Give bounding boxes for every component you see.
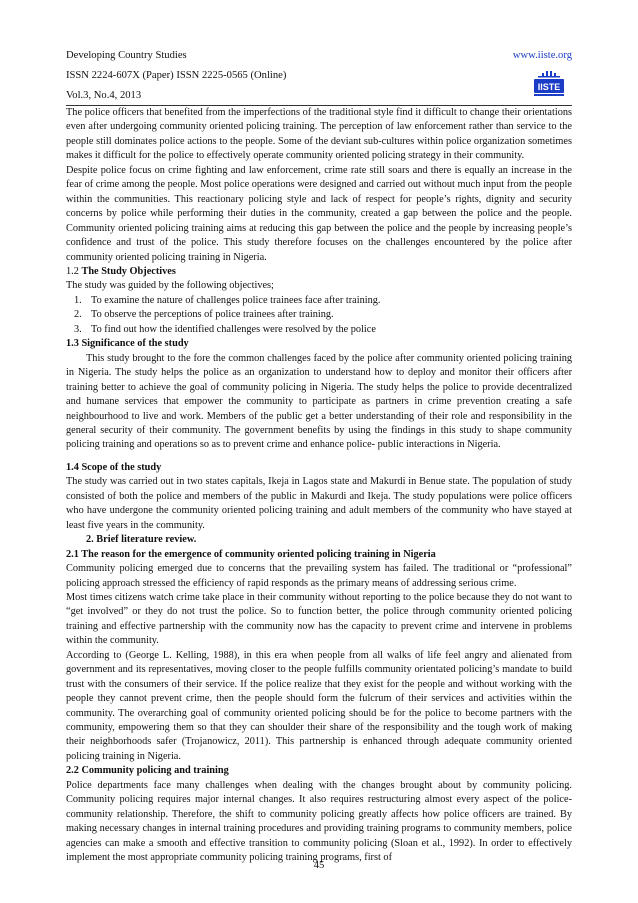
list-text: To examine the nature of challenges police trainees face after training.: [91, 294, 381, 306]
section-number: 1.2: [66, 265, 82, 277]
paragraph: Despite police focus on crime fighting and law enforcement, crime rate still soars and there is equally an increase in the fear of crime among the people. Most police operations were designed and carried out without much input from the people within the communities. This reactionary policing style and lack of respect for people’s rights, dignity and security concerns by police while performing their duties in the community, created a gap between the police and the people. Community oriented policing training aims at reducing this gap between the police and the people by increasing people’s confidence and trust of the police. This study therefore focuses on the challenges encountered by the police after community oriented policing training in Nigeria.: [66, 164, 572, 263]
section-heading: 2. Brief literature review.: [86, 534, 197, 546]
article-body: [66, 106, 572, 866]
section-heading: 2.2 Community policing and training: [66, 765, 229, 777]
section-title: The Study Objectives: [81, 265, 176, 277]
paragraph: Most times citizens watch crime take place in their community without reporting to the police because they do not want to “get involved” or they do not trust the police. So to function better, the police through community oriented policing training and effective partnership with the community now has the capacity to prevent crime and intervene in problems within the community.: [66, 591, 572, 647]
paragraph: The study was carried out in two states capitals, Ikeja in Lagos state and Makurdi in Benue state. The population of study consisted of both the police and members of the public in Makurdi and Ikeja. The study populations were police officers who have undergone the community oriented policing training and adult members of the community who have stayed at least five years in the community.: [66, 476, 572, 531]
spacer: [66, 453, 572, 461]
paragraph: Police departments face many challenges when dealing with the changes brought about by community policing. Community policing requires major internal changes. It also requires restructuring almost every aspect of the police-community relationship. Therefore, the shift to community policing greatly affects how police officers are trained. By making necessary changes in internal training procedures and providing training programs to community members, police agencies can make a smooth and effective transition to community policing (Sloan et al., 1992). In order to effectively implement the most appropriate community policing training programs, first of: [66, 779, 572, 864]
objectives-list: [66, 294, 572, 337]
logo-text: IISTE: [537, 82, 561, 92]
paragraph: The study was guided by the following objectives;: [66, 280, 274, 292]
issn-text: ISSN 2224-607X (Paper) ISSN 2225-0565 (Online): [66, 70, 287, 81]
journal-name: Developing Country Studies: [66, 50, 187, 61]
section-heading: 2.1 The reason for the emergence of community oriented policing training in Nigeria: [66, 548, 436, 560]
paragraph: Community policing emerged due to concerns that the prevailing system has failed. The traditional or “professional” policing approach stressed the efficiency of rapid responds as the primary means of addressing serious crime.: [66, 563, 572, 589]
page-number: 45: [313, 860, 325, 871]
list-item: [66, 323, 572, 337]
paragraph: According to (George L. Kelling, 1988), in this era when people from all walks of life feel angry and alienated from government and its representatives, moving closer to the people fulfills community orientated policing’s mandate to build trust with the consumers of their service. If the police realize that they exist for the people and without working with the people they cannot prevent crime, then the people should form the fulcrum of their services and activities within the community. The overarching goal of community oriented policing should be for the police to become partners with the community, empowering them so that they can shoulder their share of the responsibility and the tough work of making their neighborhoods safer (Trojanowicz, 2011). This partnership is enhanced through adequate community oriented policing training in Nigeria.: [66, 649, 572, 762]
section-heading: [66, 265, 572, 279]
paragraph: This study brought to the fore the common challenges faced by the police after community oriented policing training in Nigeria. The study helps the police as an organization to understand how to deploy and monitor their officers after training better to achieve the goal of community policing in Nigeria. The study helps the police to provide decentralized and humane services that empower the community to participate as partners in crime prevention creating a safe neighbourhood to live and work. Members of the public get a better understanding of their role and responsibility in the general security of their community. The government benefits by using the findings in this study to shape community policing training and operations so as to prevent crime and enhance police- public interactions in Nigeria.: [66, 352, 572, 451]
section-heading: 1.3 Significance of the study: [66, 338, 189, 350]
list-text: To find out how the identified challenges were resolved by the police: [91, 323, 376, 335]
list-number: 2.: [74, 309, 82, 321]
journal-url[interactable]: www.iiste.org: [512, 50, 572, 61]
section-heading: 1.4 Scope of the study: [66, 461, 162, 473]
list-item: [66, 294, 572, 308]
paragraph: The police officers that benefited from the imperfections of the traditional style find it difficult to change their orientations even after undergoing community oriented policing training. The perception of law enforcement rather than service to the people still dominates police actions to the people. Some of the deviant sub-cultures within police organization sometimes makes it difficult for the police to effectively operate community oriented policing strategy in their community.: [66, 107, 572, 162]
list-item: [66, 308, 572, 322]
iiste-logo: [532, 70, 566, 100]
list-text: To observe the perceptions of police trainees after training.: [91, 309, 334, 321]
list-number: 3.: [74, 323, 82, 335]
list-number: 1.: [74, 294, 82, 306]
volume-text: Vol.3, No.4, 2013: [66, 90, 142, 101]
